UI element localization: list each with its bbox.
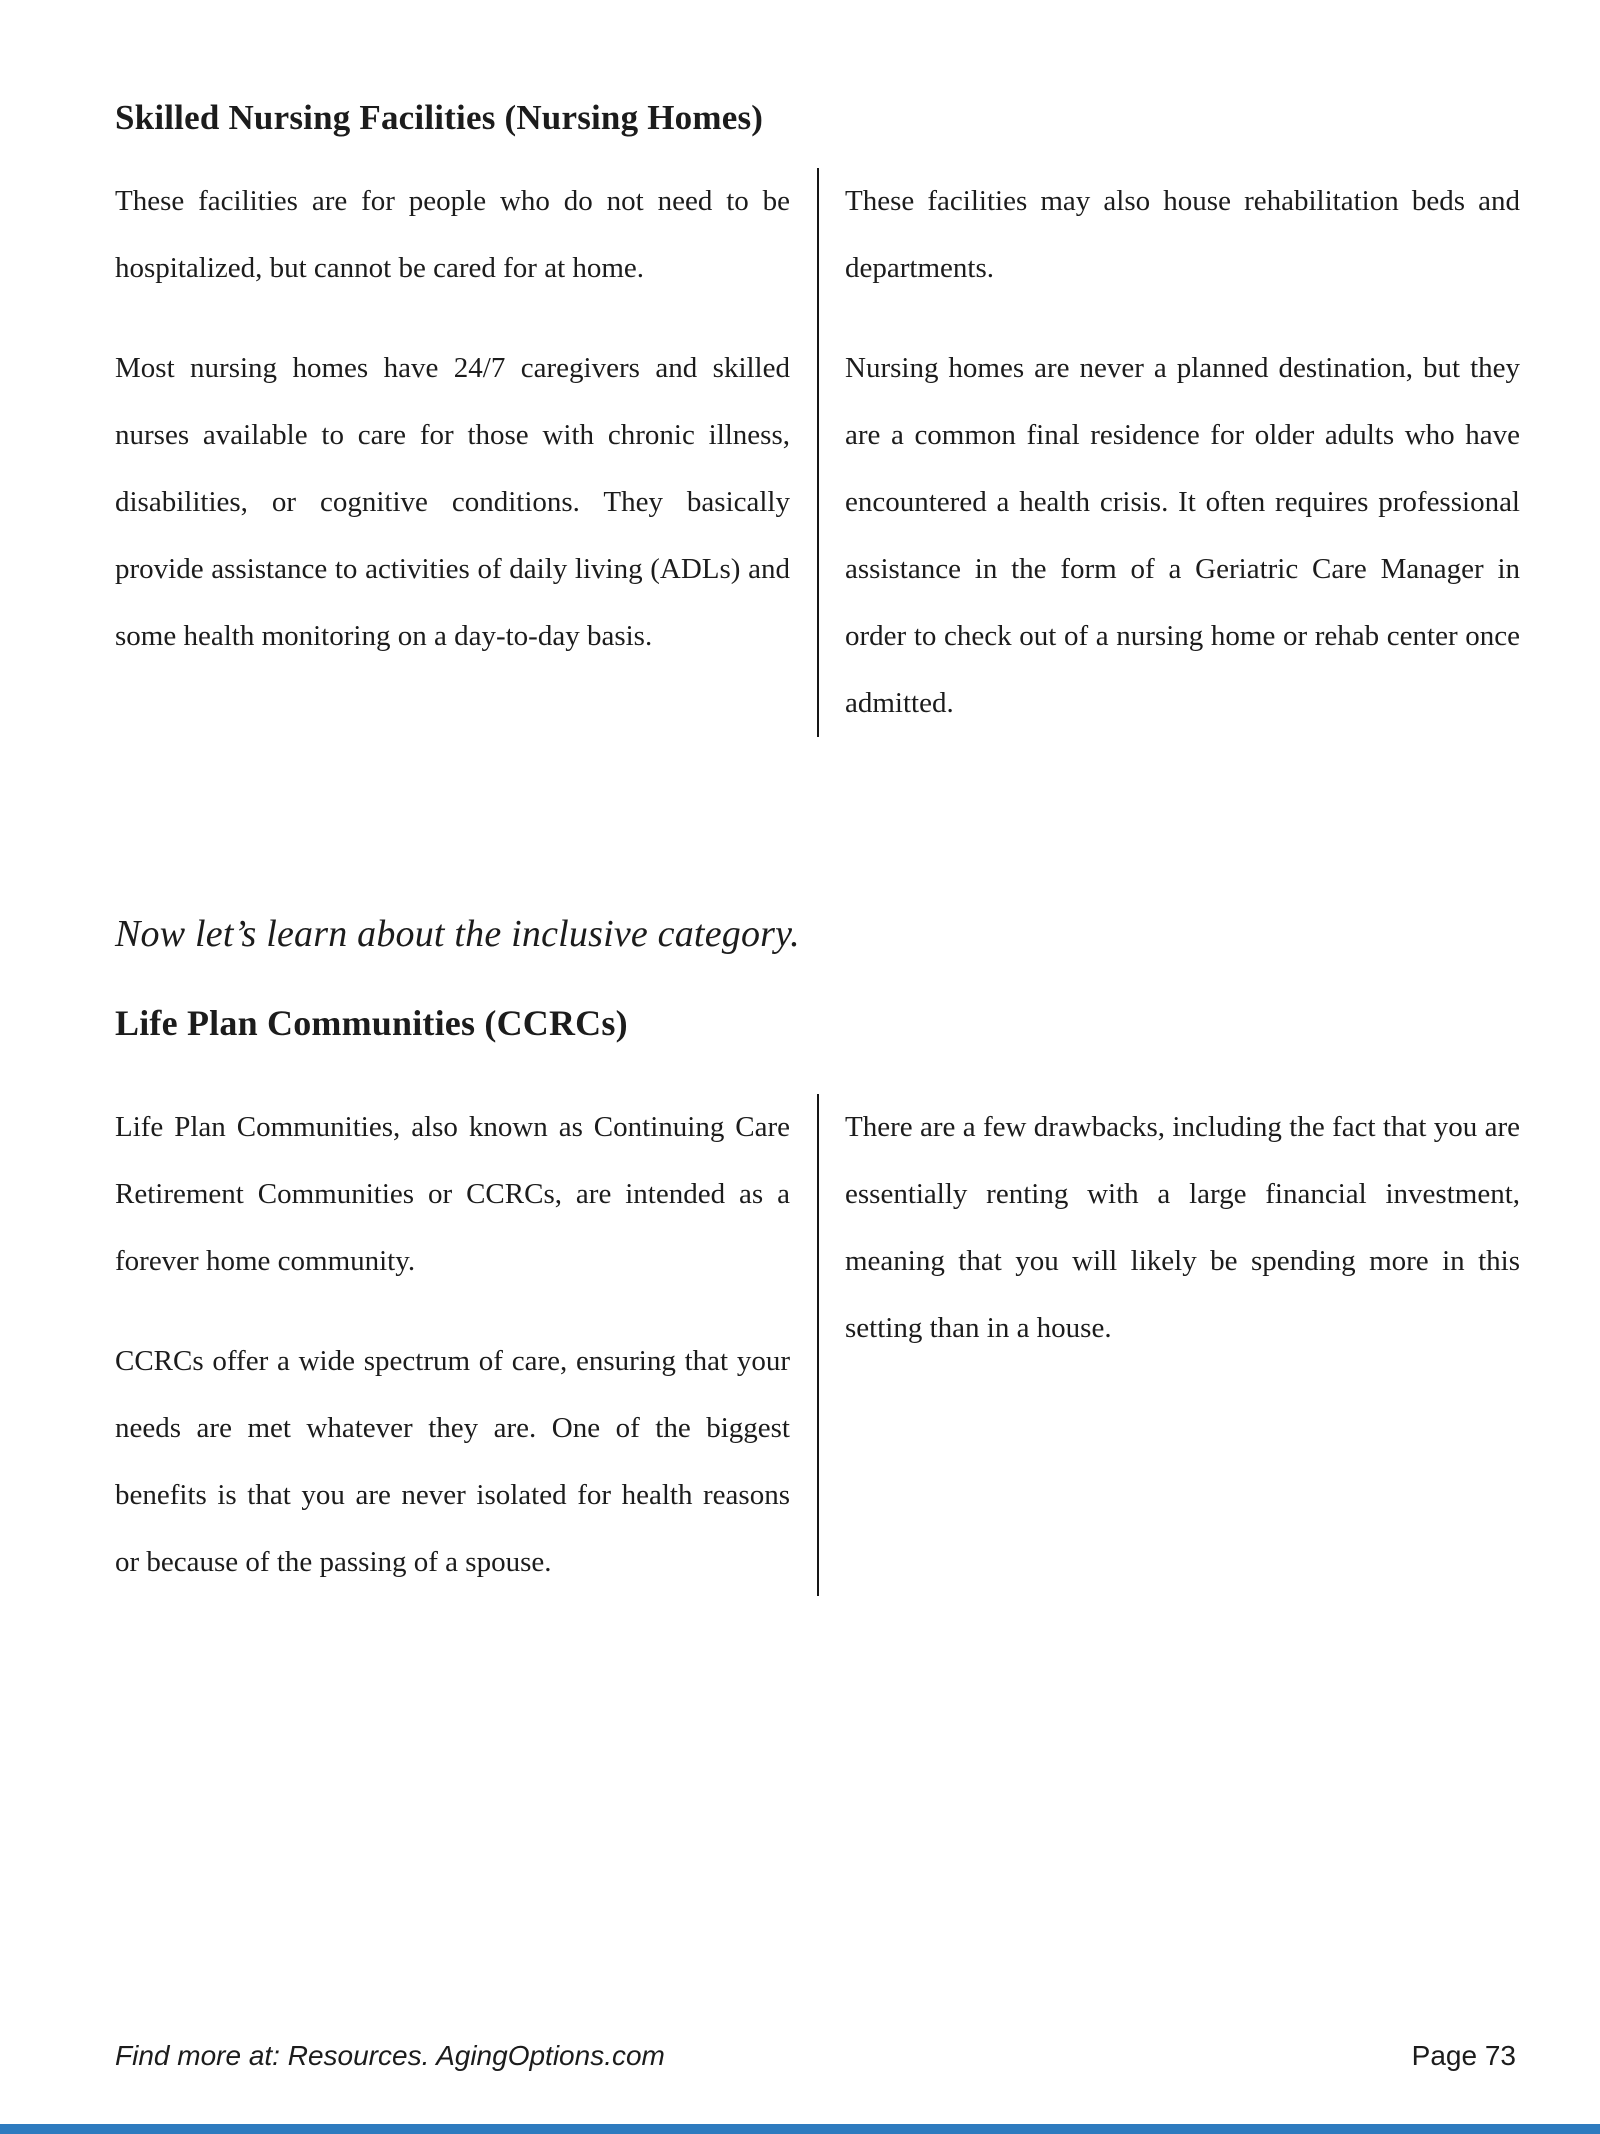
footer-resource-link: Find more at: Resources. AgingOptions.com [115, 2040, 665, 2071]
column-divider [817, 1094, 819, 1596]
section1-columns [115, 168, 1520, 737]
section2-right-column [845, 1094, 1520, 1596]
section1-left-column [115, 168, 790, 737]
section1-heading: Skilled Nursing Facilities (Nursing Homes) [115, 98, 764, 137]
page-number: Page 73 [1411, 2040, 1516, 2071]
body-paragraph: There are a few drawbacks, including the fact that you are essentially renting with a large financial investment, meaning that you will likely be spending more in this setting than in a house. [845, 1111, 1520, 1344]
body-paragraph: Most nursing homes have 24/7 caregivers and skilled nurses available to care for those with chronic illness, disabilities, or cognitive conditions. They basically provide assistance to activities of daily living (ADLs) and some health monitoring on a day-to-day basis. [115, 352, 790, 652]
page-footer [115, 2040, 1516, 2072]
body-paragraph: These facilities may also house rehabilitation beds and departments. [845, 185, 1520, 284]
body-paragraph: These facilities are for people who do not need to be hospitalized, but cannot be cared for at home. [115, 185, 790, 284]
section1-right-column [845, 168, 1520, 737]
interlude-heading: Now let’s learn about the inclusive category. [115, 913, 800, 955]
section2-columns [115, 1094, 1520, 1596]
body-paragraph: Life Plan Communities, also known as Continuing Care Retirement Communities or CCRCs, are intended as a forever home community. [115, 1111, 790, 1277]
section2-left-column [115, 1094, 790, 1596]
body-paragraph: CCRCs offer a wide spectrum of care, ensuring that your needs are met whatever they are. One of the biggest benefits is that you are never isolated for health reasons or because of the passing of a spouse. [115, 1345, 790, 1578]
section2-heading: Life Plan Communities (CCRCs) [115, 1003, 628, 1043]
body-paragraph: Nursing homes are never a planned destination, but they are a common final residence for older adults who have encountered a health crisis. It often requires professional assistance in the form of a Geriatric Care Manager in order to check out of a nursing home or rehab center once admitted. [845, 352, 1520, 719]
column-divider [817, 168, 819, 737]
footer-accent-bar [0, 2124, 1600, 2134]
